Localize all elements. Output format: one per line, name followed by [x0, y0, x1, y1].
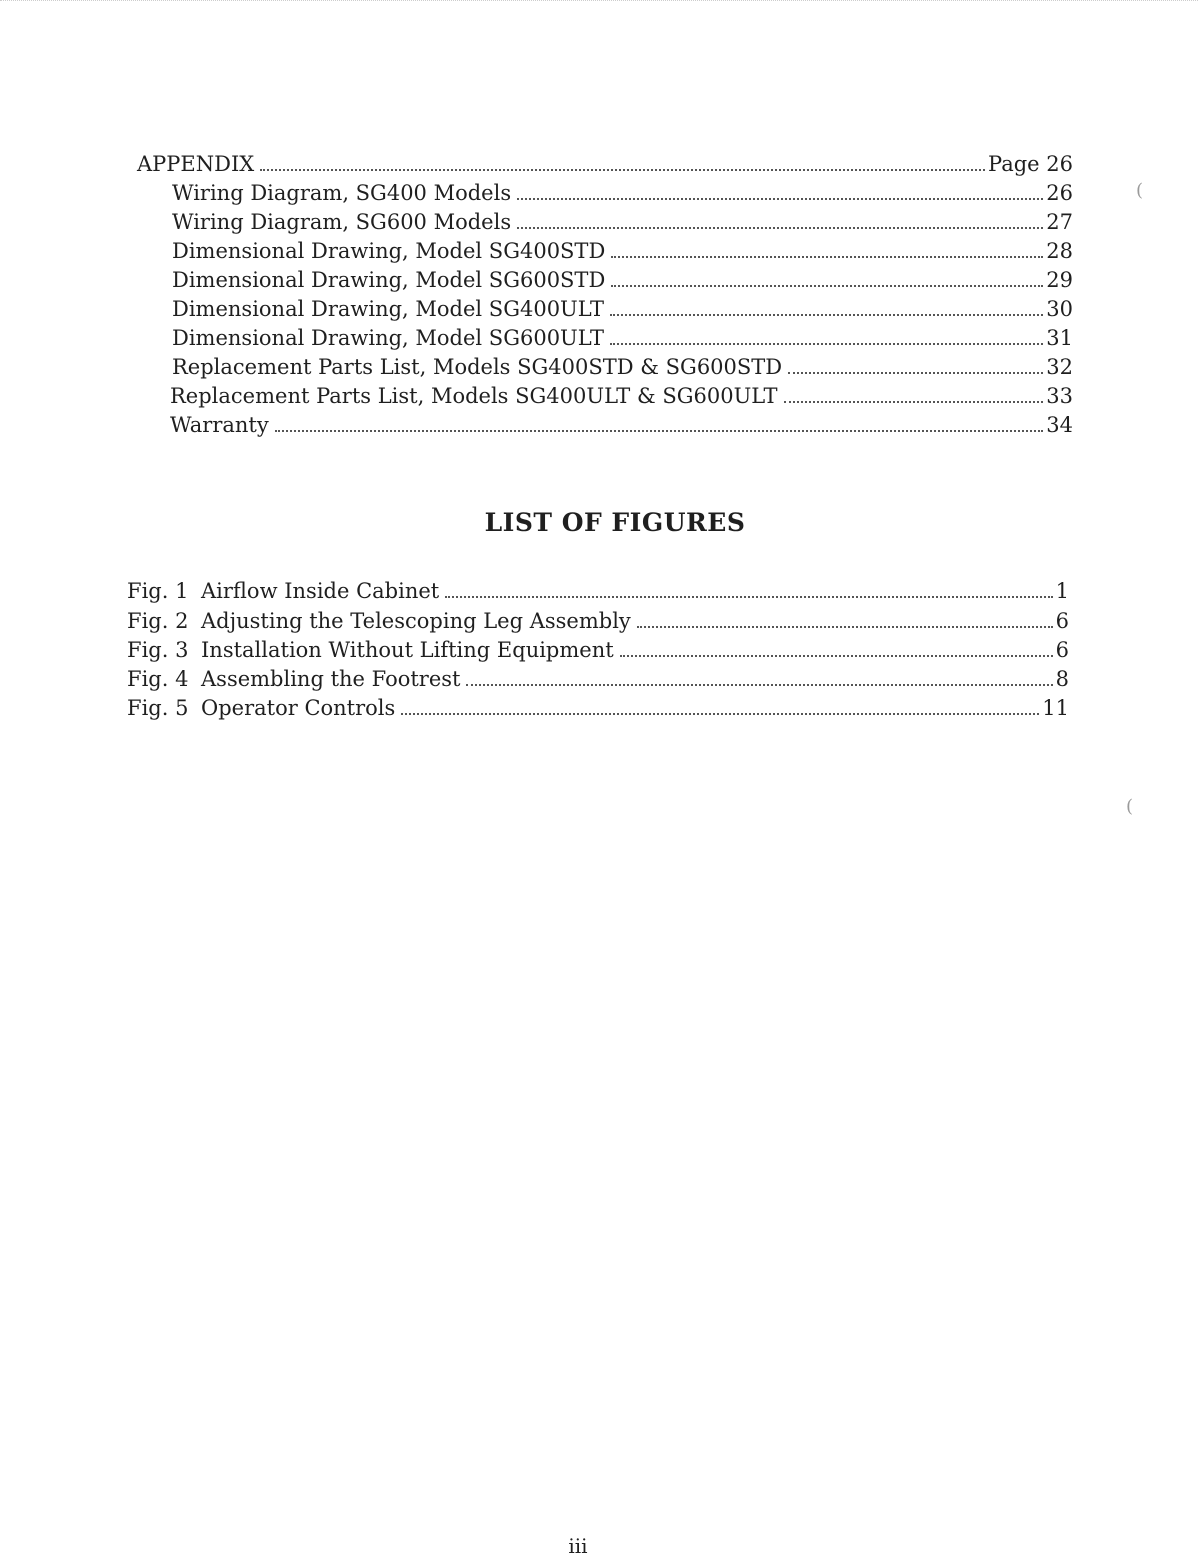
- scan-mark: (: [1126, 796, 1134, 817]
- figure-entry[interactable]: [127, 636, 1069, 664]
- appendix-entry[interactable]: [172, 266, 1073, 294]
- appendix-entry[interactable]: [172, 324, 1073, 352]
- dot-leader: [637, 626, 1053, 628]
- appendix-entry[interactable]: [172, 208, 1073, 236]
- figure-entry[interactable]: [127, 665, 1069, 693]
- figure-label: Installation Without Lifting Equipment: [201, 638, 614, 662]
- figure-page: 11: [1042, 696, 1069, 720]
- scan-mark: (: [1136, 180, 1144, 201]
- figure-number: Fig. 3: [127, 638, 189, 662]
- figure-page: 8: [1055, 667, 1069, 691]
- dot-leader: [517, 227, 1043, 229]
- entry-label: Replacement Parts List, Models SG400STD & SG600STD: [172, 355, 783, 379]
- appendix-entry[interactable]: [172, 295, 1073, 323]
- dot-leader: [611, 256, 1043, 258]
- dot-leader: [517, 198, 1043, 200]
- appendix-heading-label: APPENDIX: [137, 152, 255, 176]
- dot-leader: [401, 713, 1039, 715]
- dot-leader: [784, 401, 1044, 403]
- entry-page: 31: [1046, 326, 1073, 350]
- entry-page: 28: [1046, 239, 1073, 263]
- appendix-entry[interactable]: [170, 382, 1073, 410]
- entry-page: 34: [1046, 413, 1073, 437]
- scan-edge: [0, 0, 1198, 6]
- figure-number: Fig. 1: [127, 579, 189, 603]
- appendix-entry[interactable]: [172, 237, 1073, 265]
- entry-page: 32: [1046, 355, 1073, 379]
- appendix-heading-page: Page 26: [988, 152, 1073, 176]
- dot-leader: [611, 285, 1043, 287]
- entry-page: 26: [1046, 181, 1073, 205]
- appendix-entry[interactable]: [172, 179, 1073, 207]
- figure-label: Airflow Inside Cabinet: [201, 579, 440, 603]
- figure-page: 6: [1055, 638, 1069, 662]
- entry-label: Dimensional Drawing, Model SG600STD: [172, 268, 606, 292]
- figure-number: Fig. 5: [127, 696, 189, 720]
- figure-entry[interactable]: [127, 577, 1069, 605]
- entry-label: Dimensional Drawing, Model SG400ULT: [172, 297, 604, 321]
- page-number: iii: [568, 1534, 588, 1558]
- entry-label: Replacement Parts List, Models SG400ULT & SG600ULT: [170, 384, 778, 408]
- figure-number: Fig. 4: [127, 667, 189, 691]
- dot-leader: [620, 655, 1053, 657]
- dot-leader: [788, 372, 1043, 374]
- entry-label: Wiring Diagram, SG400 Models: [172, 181, 512, 205]
- entry-page: 29: [1046, 268, 1073, 292]
- figure-entry[interactable]: [127, 607, 1069, 635]
- figure-label: Assembling the Footrest: [201, 667, 461, 691]
- entry-label: Wiring Diagram, SG600 Models: [172, 210, 512, 234]
- dot-leader: [466, 684, 1052, 686]
- entry-label: Warranty: [170, 413, 269, 437]
- entry-page: 30: [1046, 297, 1073, 321]
- figure-label: Adjusting the Telescoping Leg Assembly: [201, 609, 631, 633]
- dot-leader: [445, 596, 1052, 598]
- dot-leader: [260, 169, 985, 171]
- entry-page: 33: [1046, 384, 1073, 408]
- entry-label: Dimensional Drawing, Model SG600ULT: [172, 326, 604, 350]
- figure-number: Fig. 2: [127, 609, 189, 633]
- list-of-figures-title: LIST OF FIGURES: [484, 508, 746, 537]
- dot-leader: [610, 314, 1043, 316]
- appendix-heading-row[interactable]: [137, 150, 1073, 178]
- appendix-entry[interactable]: [172, 353, 1073, 381]
- dot-leader: [610, 343, 1043, 345]
- appendix-entry[interactable]: [170, 411, 1073, 439]
- figure-page: 1: [1055, 579, 1069, 603]
- figure-entry[interactable]: [127, 694, 1069, 722]
- figure-label: Operator Controls: [201, 696, 396, 720]
- entry-page: 27: [1046, 210, 1073, 234]
- figure-page: 6: [1055, 609, 1069, 633]
- dot-leader: [275, 430, 1044, 432]
- entry-label: Dimensional Drawing, Model SG400STD: [172, 239, 606, 263]
